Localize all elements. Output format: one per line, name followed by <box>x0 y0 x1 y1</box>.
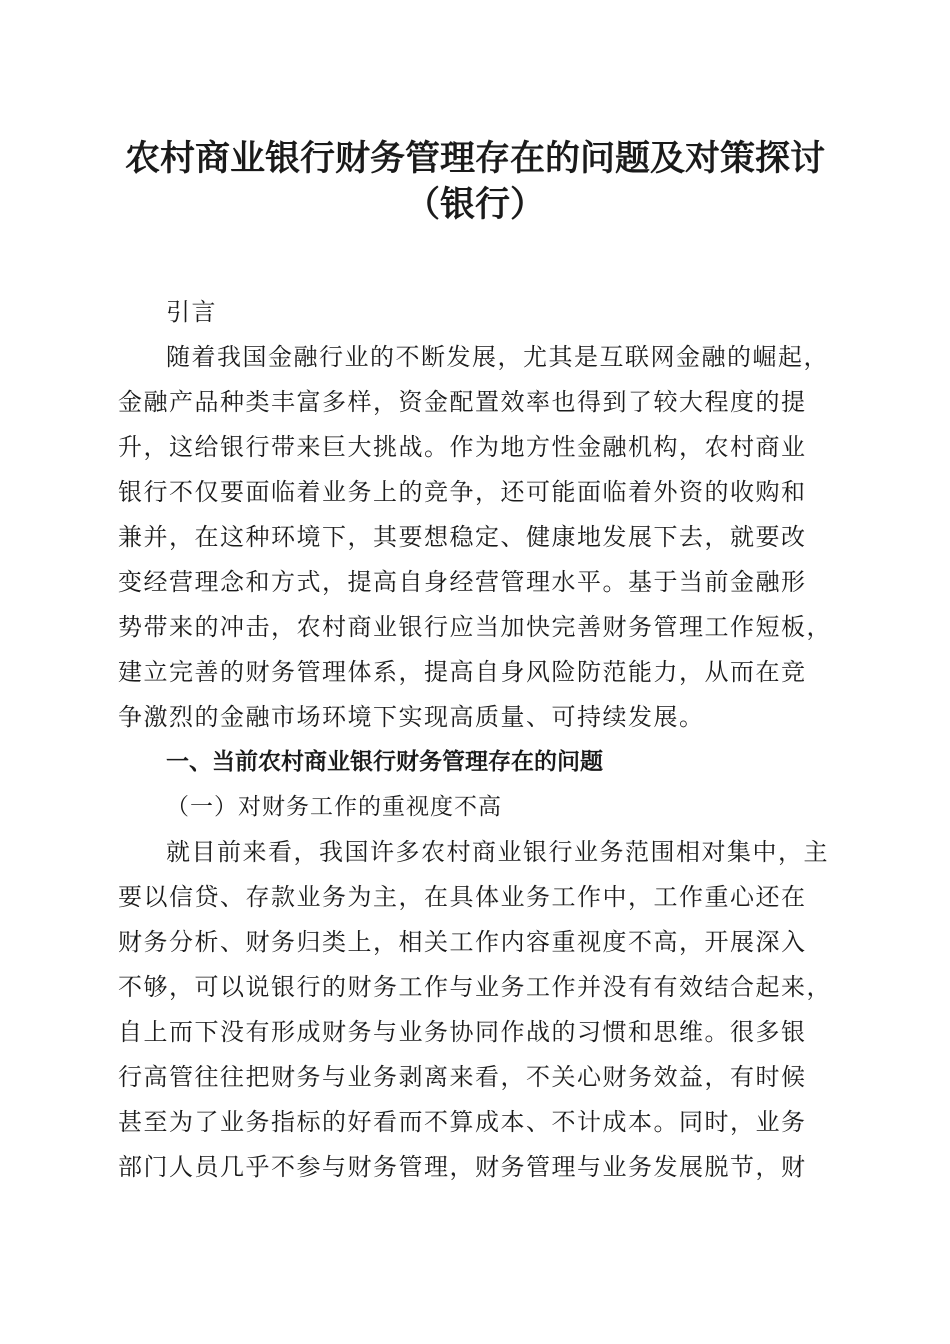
text-line: 财务分析、财务归类上，相关工作内容重视度不高，开展深入 <box>118 928 807 956</box>
text-line: 随着我国金融行业的不断发展，尤其是互联网金融的崛起， <box>166 343 829 371</box>
text-line: 行高管往往把财务与业务剥离来看，不关心财务效益，有时候 <box>118 1063 807 1091</box>
text-line: 就目前来看，我国许多农村商业银行业务范围相对集中，主 <box>166 838 829 866</box>
text-line: 部门人员几乎不参与财务管理，财务管理与业务发展脱节，财 <box>118 1153 807 1181</box>
section-paragraph <box>118 830 832 1190</box>
text-line: 甚至为了业务指标的好看而不算成本、不计成本。同时，业务 <box>118 1108 807 1136</box>
text-line: 兼并，在这种环境下，其要想稳定、健康地发展下去，就要改 <box>118 523 807 551</box>
text-line: 不够，可以说银行的财务工作与业务工作并没有有效结合起来， <box>118 973 832 1001</box>
text-line: 争激烈的金融市场环境下实现高质量、可持续发展。 <box>118 703 705 731</box>
text-line: 变经营理念和方式，提高自身经营管理水平。基于当前金融形 <box>118 568 807 596</box>
document-title: 农村商业银行财务管理存在的问题及对策探讨 <box>124 138 825 179</box>
text-line: 银行不仅要面临着业务上的竞争，还可能面临着外资的收购和 <box>118 478 807 506</box>
intro-label: 引言 <box>166 298 217 326</box>
text-line: 金融产品种类丰富多样，资金配置效率也得到了较大程度的提 <box>118 388 807 416</box>
document-body <box>118 290 832 1190</box>
text-line: 要以信贷、存款业务为主，在具体业务工作中，工作重心还在 <box>118 883 807 911</box>
text-line: 自上而下没有形成财务与业务协同作战的习惯和思维。很多银 <box>118 1018 807 1046</box>
text-line: 升，这给银行带来巨大挑战。作为地方性金融机构，农村商业 <box>118 433 807 461</box>
section-heading: 一、当前农村商业银行财务管理存在的问题 <box>166 749 603 775</box>
document-subtitle: （银行） <box>404 184 545 225</box>
intro-paragraph <box>118 335 832 740</box>
text-line: 建立完善的财务管理体系，提高自身风险防范能力，从而在竞 <box>118 658 807 686</box>
document-page <box>118 128 832 1190</box>
text-line: 势带来的冲击，农村商业银行应当加快完善财务管理工作短板， <box>118 613 832 641</box>
subsection-heading: （一）对财务工作的重视度不高 <box>166 794 502 820</box>
